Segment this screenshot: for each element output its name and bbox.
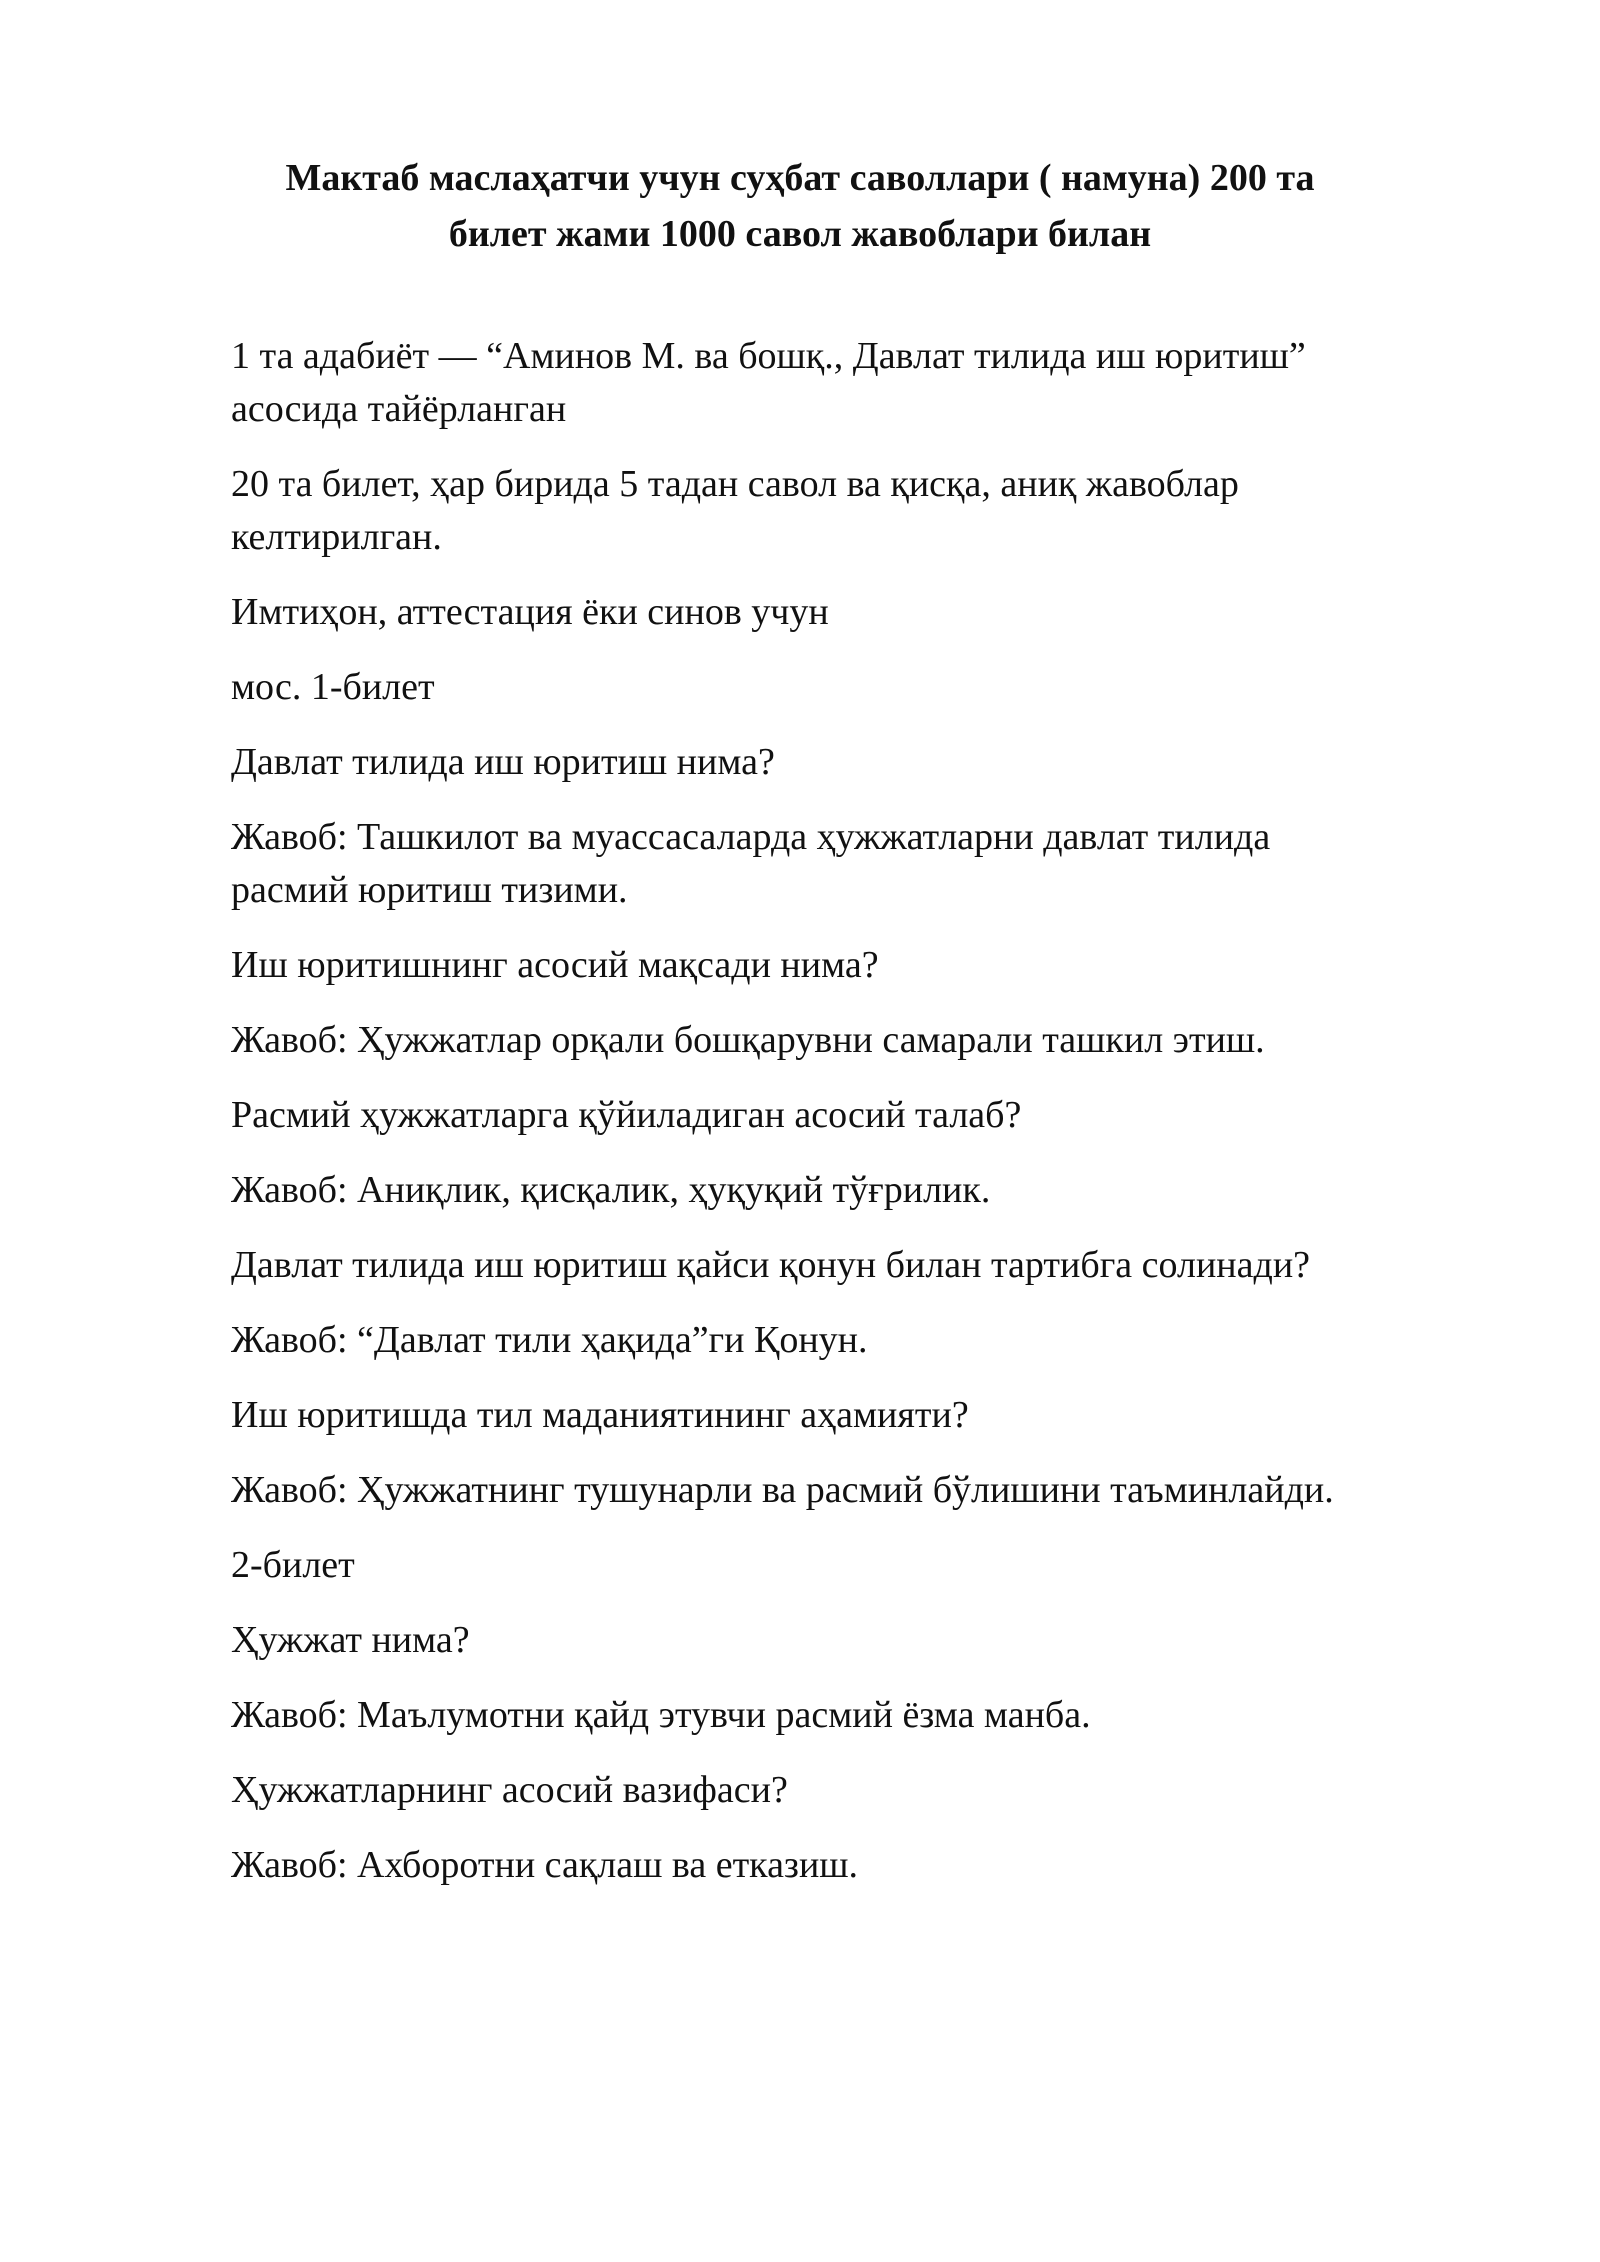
question bbox=[231, 736, 1531, 789]
text-line: Давлат тилида иш юритиш нима? bbox=[231, 741, 775, 783]
answer bbox=[231, 1164, 1531, 1217]
answer bbox=[231, 1689, 1531, 1742]
text-line: асосида тайёрланган bbox=[231, 388, 567, 430]
text-line: Жавоб: Ҳужжатлар орқали бошқарувни самарали ташкил этиш. bbox=[231, 1019, 1265, 1061]
ticket-heading-1 bbox=[231, 661, 1531, 714]
text-line: келтирилган. bbox=[231, 516, 442, 558]
text-line: Жавоб: Ҳужжатнинг тушунарли ва расмий бўлишини таъминлайди. bbox=[231, 1469, 1334, 1511]
title-line: билет жами 1000 савол жавоблари билан bbox=[448, 213, 1152, 255]
paragraph-tickets-info bbox=[231, 458, 1531, 564]
text-line: Жавоб: Ахборотни сақлаш ва етказиш. bbox=[231, 1844, 859, 1886]
text-line: Ҳужжатларнинг асосий вазифаси? bbox=[231, 1769, 788, 1811]
question bbox=[231, 1764, 1531, 1817]
text-line: Расмий ҳужжатларга қўйиладиган асосий талаб? bbox=[231, 1094, 1022, 1136]
answer bbox=[231, 1314, 1531, 1367]
answer bbox=[231, 1014, 1531, 1067]
question bbox=[231, 1089, 1531, 1142]
text-line: 1 та адабиёт — “Аминов М. ва бошқ., Давлат тилида иш юритиш” bbox=[231, 335, 1306, 377]
text-line: Ҳужжат нима? bbox=[231, 1619, 470, 1661]
text-line: Иш юритишда тил маданиятининг аҳамияти? bbox=[231, 1394, 969, 1436]
text-line: 20 та билет, ҳар бирида 5 тадан савол ва қисқа, аниқ жавоблар bbox=[231, 463, 1239, 505]
text-line: мос. 1-билет bbox=[231, 666, 435, 708]
text-line: Имтиҳон, аттестация ёки синов учун bbox=[231, 591, 829, 633]
answer bbox=[231, 1839, 1531, 1892]
question bbox=[231, 939, 1531, 992]
text-line: расмий юритиш тизими. bbox=[231, 869, 628, 911]
document-body bbox=[231, 330, 1531, 1914]
question bbox=[231, 1614, 1531, 1667]
text-line: Давлат тилида иш юритиш қайси қонун билан тартибга солинади? bbox=[231, 1244, 1311, 1286]
paragraph-source bbox=[231, 330, 1531, 436]
text-line: Жавоб: Ташкилот ва муассасаларда ҳужжатларни давлат тилида bbox=[231, 816, 1271, 858]
paragraph-purpose bbox=[231, 586, 1531, 639]
text-line: Жавоб: Аниқлик, қисқалик, ҳуқуқий тўғрилик. bbox=[231, 1169, 991, 1211]
text-line: Жавоб: “Давлат тили ҳақида”ги Қонун. bbox=[231, 1319, 868, 1361]
title-line: Мактаб маслаҳатчи учун суҳбат саволлари ( намуна) 200 та bbox=[285, 157, 1315, 199]
answer bbox=[231, 1464, 1531, 1517]
question bbox=[231, 1389, 1531, 1442]
text-line: 2-билет bbox=[231, 1544, 355, 1586]
text-line: Иш юритишнинг асосий мақсади нима? bbox=[231, 944, 879, 986]
document-title bbox=[230, 150, 1370, 262]
text-line: Жавоб: Маълумотни қайд этувчи расмий ёзма манба. bbox=[231, 1694, 1091, 1736]
ticket-heading-2 bbox=[231, 1539, 1531, 1592]
answer bbox=[231, 811, 1531, 917]
question bbox=[231, 1239, 1531, 1292]
